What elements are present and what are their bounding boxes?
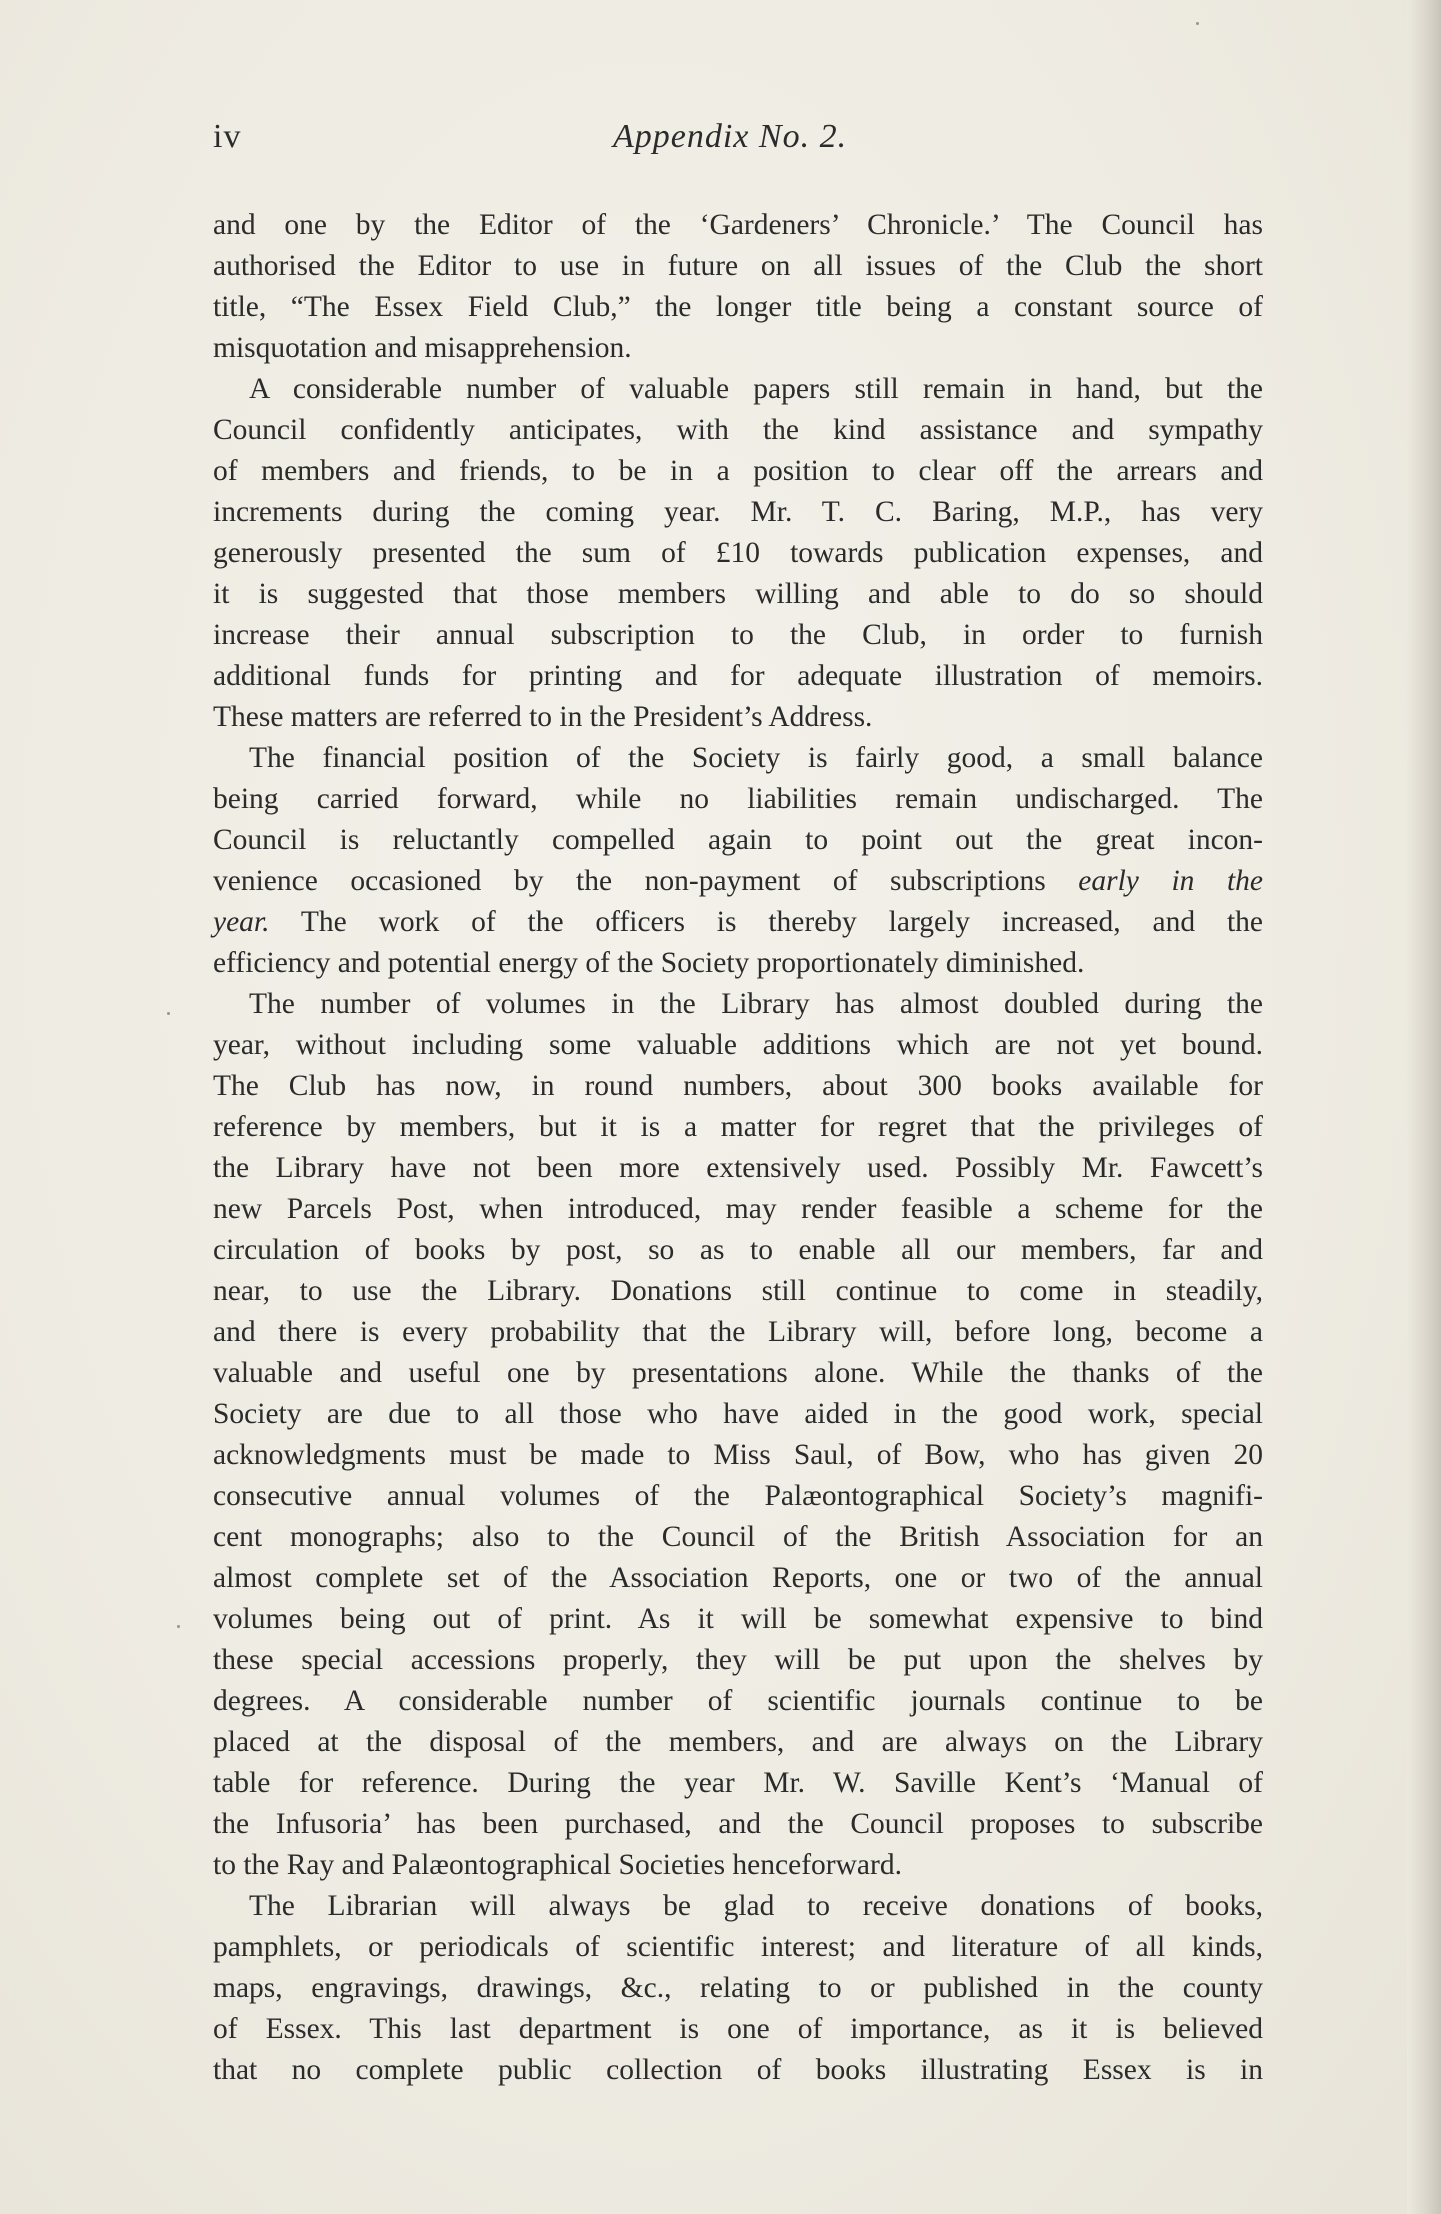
body-text [213,205,1263,2091]
text-line [213,1107,1263,1148]
line-text: placed at the disposal of the members, and are always on the Library [213,1726,1263,1758]
running-title: Appendix No. 2. [613,118,848,155]
line-text: authorised the Editor to use in future on all issues of the Club the short [213,250,1263,282]
line-text: it is suggested that those members willing and able to do so should [213,578,1263,610]
text-line [213,697,1263,738]
line-text: valuable and useful one by presentations alone. While the thanks of the [213,1357,1263,1389]
text-line [213,1968,1263,2009]
text-line [213,1189,1263,1230]
text-line [213,1476,1263,1517]
text-line [213,410,1263,451]
text-line [213,1845,1263,1886]
line-text: efficiency and potential energy of the Society proportionately diminished. [213,947,1085,979]
line-text: reference by members, but it is a matter for regret that the privileges of [213,1111,1263,1143]
page-edge-shadow [1407,0,1441,2214]
line-text: new Parcels Post, when introduced, may render feasible a scheme for the [213,1193,1263,1225]
line-text: the Infusoria’ has been purchased, and the Council proposes to subscribe [213,1808,1263,1840]
text-line [213,1517,1263,1558]
text-line [213,1599,1263,1640]
line-text: near, to use the Library. Donations still continue to come in steadily, [213,1275,1263,1307]
line-text: misquotation and misapprehension. [213,332,632,364]
text-line [213,1271,1263,1312]
text-line [213,656,1263,697]
text-line [213,1230,1263,1271]
text-line [213,943,1263,984]
text-line [213,1066,1263,1107]
line-text: cent monographs; also to the Council of the British Association for an [213,1521,1263,1553]
text-line [213,205,1263,246]
text-line [213,1025,1263,1066]
text-line [213,1394,1263,1435]
text-line [213,738,1263,779]
text-line [213,779,1263,820]
text-line [213,1558,1263,1599]
line-text: A considerable number of valuable papers still remain in hand, but the [249,373,1263,405]
text-line [213,1927,1263,1968]
paper-speck [177,1625,180,1628]
text-line [213,1804,1263,1845]
line-text: table for reference. During the year Mr. W. Saville Kent’s ‘Manual of [213,1767,1263,1799]
line-text: increase their annual subscription to the Club, in order to furnish [213,619,1263,651]
text-line [213,492,1263,533]
text-line [213,1886,1263,1927]
line-text: venience occasioned by the non-payment of subscriptions [213,865,1079,897]
line-text: degrees. A considerable number of scientific journals continue to be [213,1685,1263,1717]
text-line [213,328,1263,369]
text-line [213,1681,1263,1722]
line-text: The work of the officers is thereby largely increased, and the [269,906,1263,938]
line-text: The Librarian will always be glad to receive donations of books, [249,1890,1263,1922]
line-text: These matters are referred to in the President’s Address. [213,701,873,733]
running-head [213,118,1258,178]
italic-text: year. [213,906,270,938]
text-line [213,615,1263,656]
text-line [213,1763,1263,1804]
line-text: year, without including some valuable additions which are not yet bound. [213,1029,1263,1061]
text-line [213,2009,1263,2050]
paper-speck [1196,22,1199,25]
text-line [213,2050,1263,2091]
line-text: these special accessions properly, they will be put upon the shelves by [213,1644,1263,1676]
line-text: The number of volumes in the Library has almost doubled during the [249,988,1263,1020]
line-text: that no complete public collection of books illustrating Essex is in [213,2054,1263,2086]
line-text: The financial position of the Society is fairly good, a small balance [249,742,1263,774]
text-line [213,984,1263,1025]
line-text: the Library have not been more extensively used. Possibly Mr. Fawcett’s [213,1152,1263,1184]
text-line [213,820,1263,861]
line-text: to the Ray and Palæontographical Societies henceforward. [213,1849,902,1881]
italic-text: early in the [1078,865,1263,897]
line-text: and there is every probability that the Library will, before long, become a [213,1316,1263,1348]
text-line [213,451,1263,492]
line-text: Council is reluctantly compelled again to point out the great incon- [213,824,1263,856]
line-text: pamphlets, or periodicals of scientific interest; and literature of all kinds, [213,1931,1263,1963]
line-text: of members and friends, to be in a position to clear off the arrears and [213,455,1263,487]
line-text: circulation of books by post, so as to enable all our members, far and [213,1234,1263,1266]
line-text: almost complete set of the Association Reports, one or two of the annual [213,1562,1263,1594]
text-line [213,902,1263,943]
page-number: iv [213,118,242,155]
text-line [213,246,1263,287]
line-text: maps, engravings, drawings, &c., relating to or published in the county [213,1972,1263,2004]
text-line [213,369,1263,410]
line-text: Council confidently anticipates, with the kind assistance and sympathy [213,414,1263,446]
text-line [213,574,1263,615]
text-line [213,1640,1263,1681]
line-text: The Club has now, in round numbers, about 300 books available for [213,1070,1263,1102]
text-line [213,1312,1263,1353]
text-line [213,861,1263,902]
paper-speck [167,1012,170,1015]
line-text: acknowledgments must be made to Miss Saul, of Bow, who has given 20 [213,1439,1263,1471]
line-text: and one by the Editor of the ‘Gardeners’ Chronicle.’ The Council has [213,209,1263,241]
text-line [213,533,1263,574]
line-text: generously presented the sum of £10 towards publication expenses, and [213,537,1263,569]
text-line [213,1435,1263,1476]
line-text: being carried forward, while no liabilities remain undischarged. The [213,783,1263,815]
line-text: increments during the coming year. Mr. T. C. Baring, M.P., has very [213,496,1263,528]
line-text: volumes being out of print. As it will be somewhat expensive to bind [213,1603,1263,1635]
text-line [213,1148,1263,1189]
text-line [213,1722,1263,1763]
text-line [213,287,1263,328]
line-text: consecutive annual volumes of the Palæontographical Society’s magnifi- [213,1480,1263,1512]
line-text: additional funds for printing and for adequate illustration of memoirs. [213,660,1263,692]
line-text: title, “The Essex Field Club,” the longer title being a constant source of [213,291,1263,323]
line-text: of Essex. This last department is one of importance, as it is believed [213,2013,1263,2045]
text-line [213,1353,1263,1394]
line-text: Society are due to all those who have aided in the good work, special [213,1398,1263,1430]
